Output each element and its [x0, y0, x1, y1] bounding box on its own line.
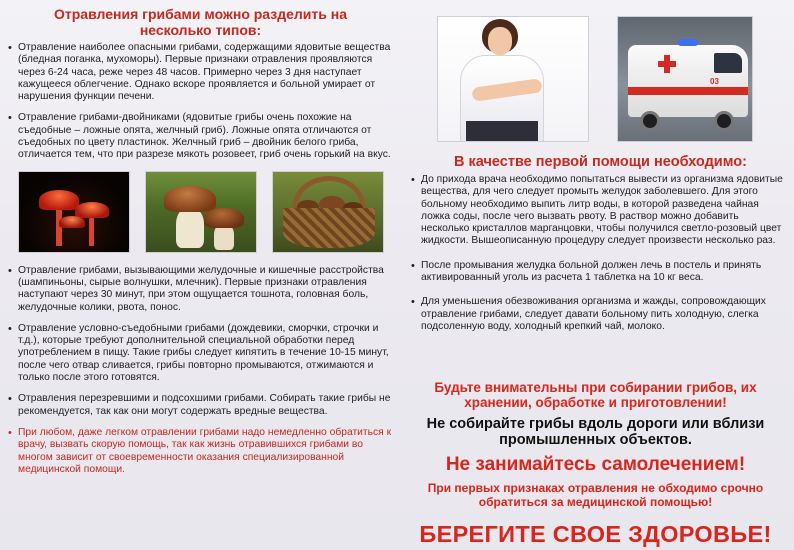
- warning-take-care-health: БЕРЕГИТЕ СВОЕ ЗДОРОВЬЕ!: [419, 521, 772, 547]
- warning-self-treatment: Не занимайтесь самолечением!: [445, 454, 746, 475]
- sick-woman-photo: [437, 16, 589, 142]
- bullet-see-doctor: • При любом, даже легком отравлении грибами надо немедленно обратиться к врачу, вызвать скорую помощь, так как жизнь отравившихся грибами во многом зависит от своевременности оказания специализированной медицинской помощи.: [8, 427, 393, 476]
- bullet-overripe: • Отравления перезревшими и подсохшими грибами. Собирать такие грибы не рекомендуется, так как они могут содержать вредные вещества.: [8, 393, 393, 418]
- bullet-stomach-disorders: • Отравление грибами, вызывающими желудочные и кишечные расстройства (шампиньоны, сырые волнушки, млечник). Первые признаки отравления наступают через 30 минут, при этом ощущается тошнота, головная боль, желудочные колики, рвота, понос.: [8, 265, 393, 314]
- ambulance-number: 03: [710, 77, 719, 86]
- bullet-activated-charcoal: • После промывания желудка больной должен лечь в постель и принять активированный уголь из расчета 1 таблетка на 10 кг веса.: [411, 260, 786, 285]
- bullet-gastric-lavage: • До прихода врача необходимо попытаться вывести из организма ядовитые вещества, для чего следует промыть желудок заболевшего. Для этого больному необходимо выпить литр воды, в которой разведена чайная ложка соды, после чего вызвать рвоту. В раствор можно добавить несколько кристаллов марганцовки, чтобы получился светло-розовый цвет жидкости. Вышеописанную процедуру следует произвести несколько раз.: [411, 174, 786, 248]
- mushroom-basket-photo: [272, 171, 384, 253]
- bullet-conditionally-edible: • Отравление условно-съедобными грибами (дождевики, сморчки, строчки и т.д.), которые требуют дополнительной специальной обработки перед употреблением в пищу. Такие грибы следует кипятить в течение 10-15 минут, после чего отвар сливается, грибы повторно промываются, отжимаются и только после этого готовятся.: [8, 323, 393, 384]
- left-column: [8, 6, 393, 485]
- ambulance-photo: [617, 16, 753, 142]
- warning-seek-help: При первых признаках отравления не обходимо срочно обратиться за медицинской помощью!: [427, 481, 764, 509]
- bullet-dehydration: • Для уменьшения обезвоживания организма и жажды, сопровождающих отравление грибами, следует давати больному пить холодную, слегка подсоленную воду, холодный крепкий чай, молоко.: [411, 296, 786, 333]
- first-aid-list: [411, 174, 786, 345]
- warning-roadside: Не собирайте грибы вдоль дороги или вблизи промышленных объектов.: [426, 416, 765, 448]
- first-aid-title: В качестве первой помощи необходимо:: [454, 154, 747, 170]
- types-title: Отравления грибами можно разделить на несколько типов:: [54, 6, 347, 38]
- bullet-deadly-mushrooms: • Отравление наиболее опасными грибами, содержащими ядовитые вещества (бледная поганка, мухоморы). Первые признаки отравления проявляются через 6-24 часа, реже через 48 часов. Примерно через 3 дня наступает кажущееся облегчение. Однако вскоре проявляется и больной умирает от нарушения функции печени.: [8, 42, 393, 103]
- bullet-double-mushrooms: • Отравление грибами-двойниками (ядовитые грибы очень похожие на съедобные – ложные опята, желчный гриб). Ложные опята отличаются от съедобных по цвету пластинок. Желчный гриб – двойник белого гриба, отличается тем, что при разрезе мякоть розовеет, гриб очень горький на вкус.: [8, 112, 393, 161]
- poisonous-mushrooms-photo: [18, 171, 130, 253]
- forest-mushrooms-photo: [145, 171, 257, 253]
- warning-be-careful: Будьте внимательны при собирании грибов, их хранении, обработке и приготовлении!: [434, 380, 757, 410]
- mushroom-photos: [18, 171, 393, 253]
